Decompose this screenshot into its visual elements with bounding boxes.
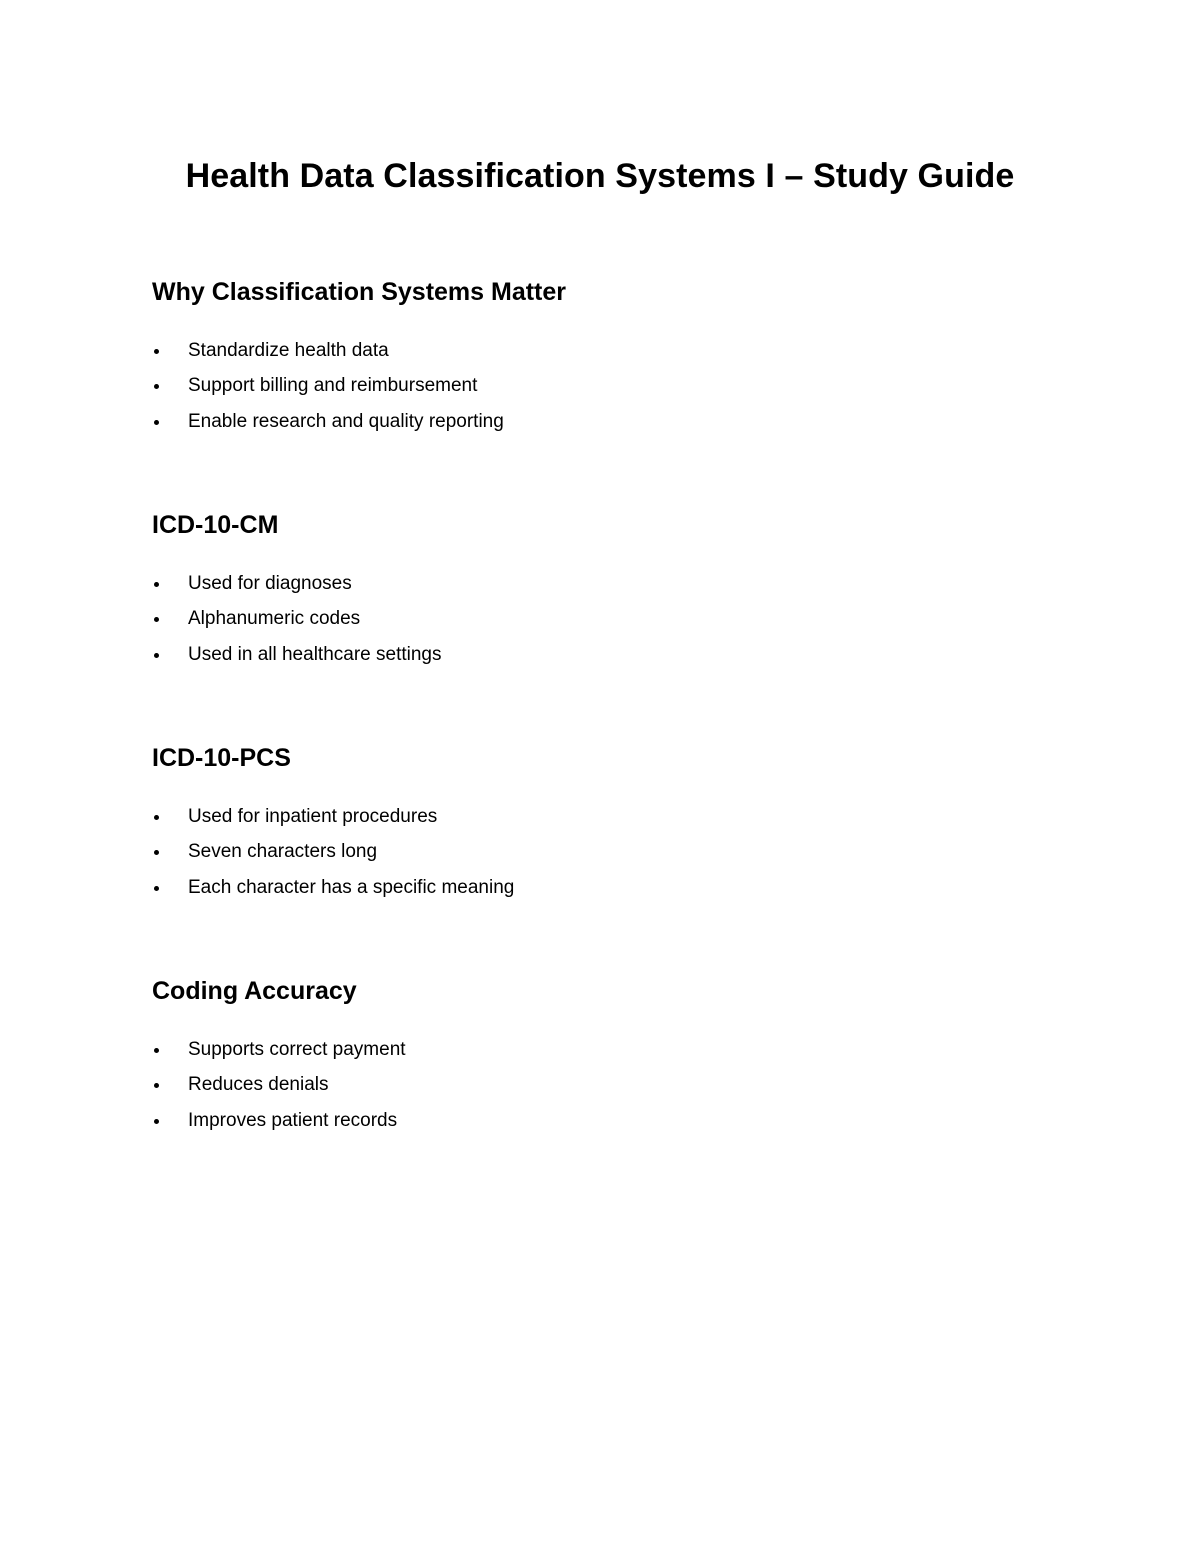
list-item-text: Support billing and reimbursement — [188, 375, 478, 397]
list-item-text: Each character has a specific meaning — [188, 876, 515, 898]
bullet-list — [152, 1032, 1052, 1138]
list-item — [152, 368, 1052, 403]
list-item-text: Alphanumeric codes — [188, 608, 361, 630]
list-item — [152, 601, 1052, 636]
list-item-text: Enable research and quality reporting — [188, 410, 504, 432]
document-title: Health Data Classification Systems I – Study Guide — [185, 157, 1015, 195]
bullet-icon — [154, 617, 159, 622]
list-item — [152, 870, 1052, 905]
bullet-icon — [154, 384, 159, 389]
list-item — [152, 1067, 1052, 1102]
list-item — [152, 566, 1052, 601]
section-coding-accuracy — [152, 974, 1052, 1131]
bullet-icon — [154, 349, 159, 354]
bullet-list — [152, 333, 1052, 439]
bullet-icon — [154, 850, 159, 855]
bullet-icon — [154, 420, 159, 425]
bullet-icon — [154, 815, 159, 820]
list-item-text: Seven characters long — [188, 841, 378, 863]
list-item — [152, 404, 1052, 439]
section-why-classification-systems-matter — [152, 275, 1052, 432]
bullet-list — [152, 799, 1052, 905]
section-icd-10-cm — [152, 508, 1052, 665]
list-item-text: Used for inpatient procedures — [188, 806, 438, 827]
bullet-icon — [154, 1048, 159, 1053]
bullet-icon — [154, 1083, 159, 1088]
list-item-text: Standardize health data — [188, 340, 389, 361]
list-item-text: Improves patient records — [188, 1109, 398, 1131]
bullet-icon — [154, 1119, 159, 1124]
section-heading: ICD-10-PCS — [152, 744, 291, 772]
section-heading: Coding Accuracy — [152, 977, 357, 1005]
list-item — [152, 834, 1052, 869]
section-heading: ICD-10-CM — [152, 511, 279, 539]
section-heading: Why Classification Systems Matter — [152, 278, 567, 306]
list-item-text: Reduces denials — [188, 1074, 329, 1096]
bullet-icon — [154, 886, 159, 891]
list-item — [152, 1103, 1052, 1138]
list-item-text: Supports correct payment — [188, 1039, 406, 1060]
bullet-icon — [154, 582, 159, 587]
list-item — [152, 799, 1052, 834]
list-item-text: Used for diagnoses — [188, 573, 352, 594]
bullet-list — [152, 566, 1052, 672]
section-icd-10-pcs — [152, 741, 1052, 898]
bullet-icon — [154, 653, 159, 658]
list-item — [152, 1032, 1052, 1067]
list-item-text: Used in all healthcare settings — [188, 643, 442, 665]
list-item — [152, 637, 1052, 672]
list-item — [152, 333, 1052, 368]
